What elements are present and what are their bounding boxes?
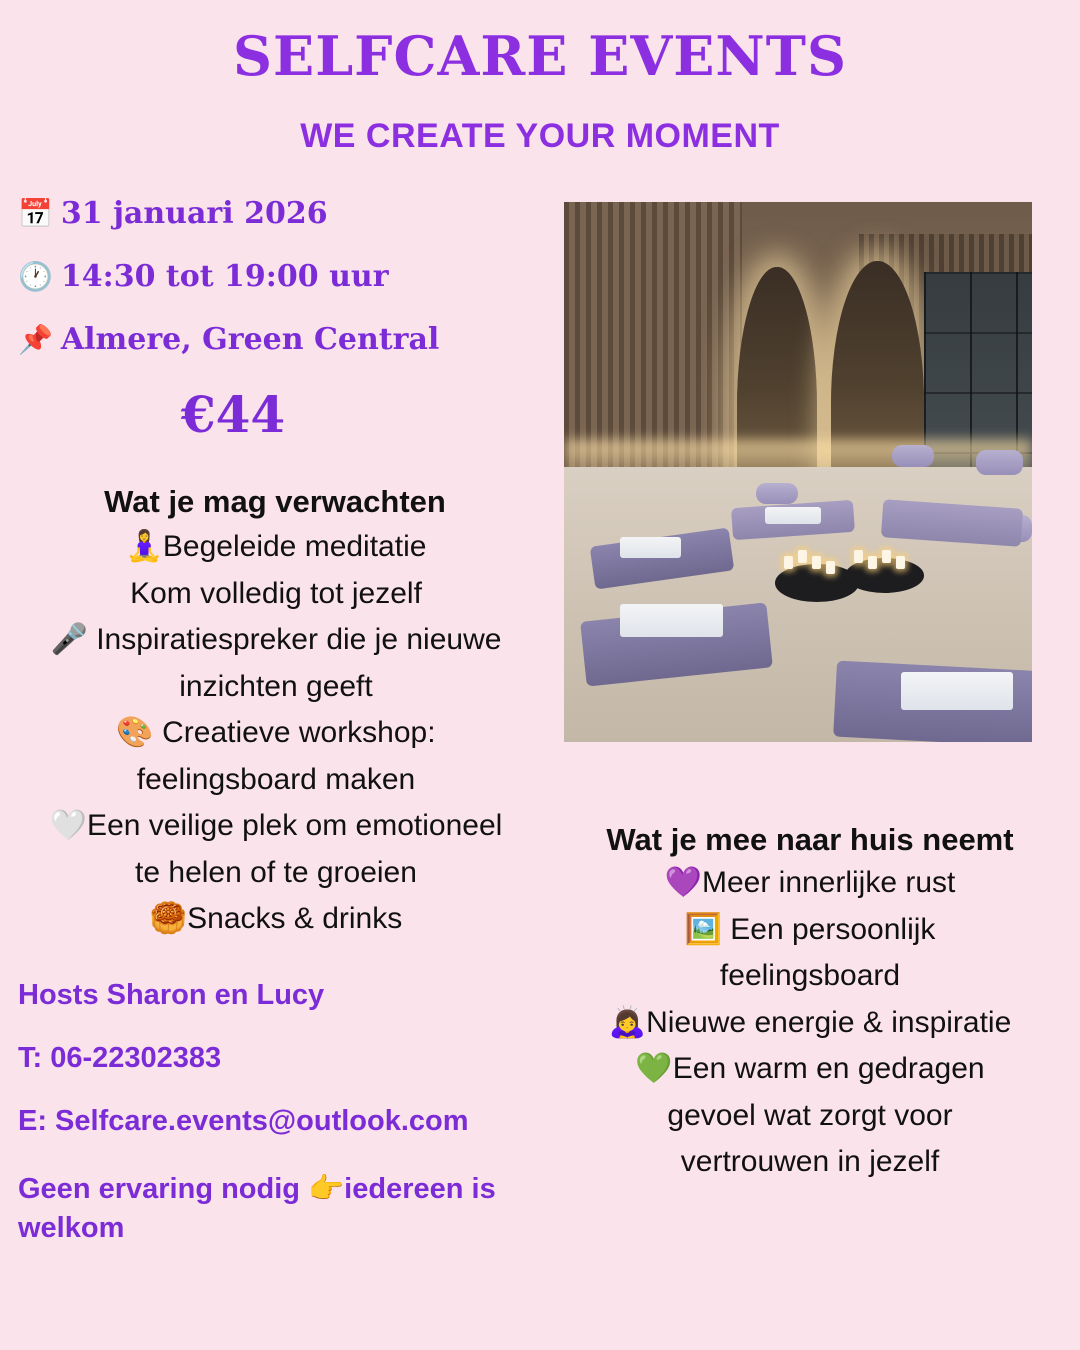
photo-glass-wall xyxy=(924,272,1032,466)
list-item: feelingsboard xyxy=(719,959,901,992)
fact-time xyxy=(18,259,556,294)
list-item: 🎨 Creatieve workshop: xyxy=(116,716,436,749)
fact-date xyxy=(18,196,556,231)
photo-bolster xyxy=(756,483,798,505)
no-experience-note: Geen ervaring nodig 👉iedereen is welkom xyxy=(18,1172,496,1244)
fact-time-label: 14:30 tot 19:00 uur xyxy=(60,259,389,294)
list-item: 🖼️ Een persoonlijk xyxy=(684,912,936,946)
photo-wood-slats-left xyxy=(564,202,742,467)
contact-block xyxy=(0,978,556,1248)
hosts-label: Hosts Sharon en Lucy xyxy=(18,978,325,1011)
yoga-room-photo xyxy=(564,202,1032,742)
list-item: 🥮Snacks & drinks xyxy=(149,902,403,935)
takeaway-heading: Wat je mee naar huis neemt xyxy=(606,822,1014,857)
photo-candle xyxy=(882,550,891,563)
photo-bolster xyxy=(976,450,1023,474)
photo-towel xyxy=(620,604,723,636)
expect-heading: Wat je mag verwachten xyxy=(104,484,446,519)
expect-list xyxy=(0,524,556,943)
list-item: 💜Meer innerlijke rust xyxy=(664,866,956,899)
list-item: 🧘‍♀️Begeleide meditatie xyxy=(125,530,427,563)
clock-icon: 🕐 xyxy=(18,259,53,293)
list-item: inzichten geeft xyxy=(179,669,373,703)
photo-bolster xyxy=(892,445,934,467)
fact-date-label: 31 januari 2026 xyxy=(60,196,328,231)
phone-label[interactable]: T: 06-22302383 xyxy=(18,1041,222,1074)
list-item: te helen of te groeien xyxy=(135,855,417,889)
list-item: Kom volledig tot jezelf xyxy=(130,576,422,610)
calendar-icon: 📅 xyxy=(18,196,53,230)
fact-location-label: Almere, Green Central xyxy=(60,322,440,357)
photo-towel xyxy=(765,507,821,524)
photo-candle xyxy=(798,550,807,563)
list-item: 🎤 Inspiratiespreker die je nieuwe xyxy=(50,623,502,656)
photo-towel xyxy=(901,672,1013,710)
list-item: gevoel wat zorgt voor xyxy=(667,1098,953,1132)
left-column xyxy=(0,196,556,1248)
list-item: 🙇‍♀️Nieuwe energie & inspiratie xyxy=(608,1005,1012,1039)
email-label[interactable]: E: Selfcare.events@outlook.com xyxy=(18,1104,469,1137)
right-column xyxy=(560,196,1080,1186)
photo-candle xyxy=(896,556,905,569)
fact-location xyxy=(18,322,556,357)
photo-candle xyxy=(812,556,821,569)
photo-candle xyxy=(826,561,835,574)
pin-icon: 📌 xyxy=(18,322,53,356)
photo-candle xyxy=(854,550,863,563)
price-label: €44 xyxy=(180,385,286,444)
event-facts xyxy=(0,196,556,357)
flyer-body xyxy=(0,196,1080,1350)
page-subtitle: WE CREATE YOUR MOMENT xyxy=(300,116,780,155)
list-item: feelingsboard maken xyxy=(136,762,416,796)
list-item: vertrouwen in jezelf xyxy=(680,1145,940,1178)
photo-candle xyxy=(868,556,877,569)
takeaway-list xyxy=(560,860,1060,1186)
photo-candle xyxy=(784,556,793,569)
page-title: SELFCARE EVENTS xyxy=(233,24,847,88)
list-item: 🤍Een veilige plek om emotioneel xyxy=(49,809,503,842)
list-item: 💚Een warm en gedragen xyxy=(635,1052,985,1085)
photo-towel xyxy=(620,537,681,559)
